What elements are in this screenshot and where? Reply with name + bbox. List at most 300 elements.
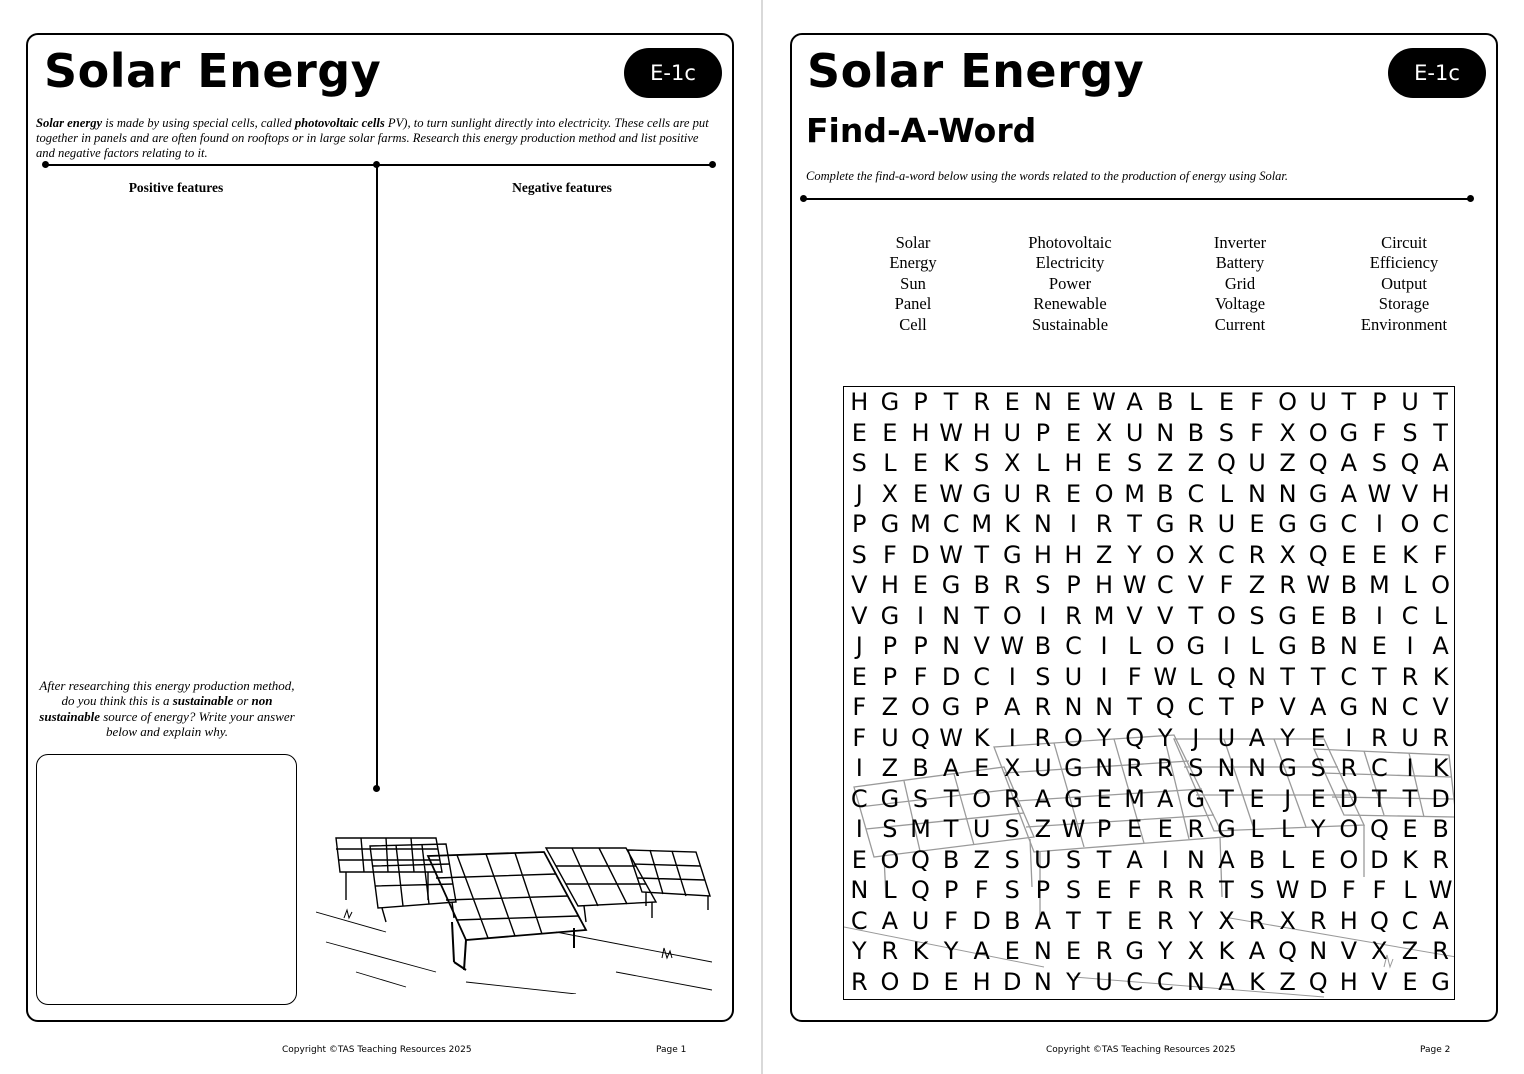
grid-letter[interactable]: O	[1431, 571, 1451, 600]
grid-letter[interactable]: N	[1278, 479, 1297, 508]
grid-letter[interactable]: F	[1372, 876, 1387, 905]
grid-letter[interactable]: G	[1217, 815, 1236, 844]
grid-letter[interactable]: S	[1402, 418, 1418, 447]
grid-letter[interactable]: N	[1033, 967, 1052, 996]
grid-letter[interactable]: G	[972, 479, 991, 508]
grid-letter[interactable]: R	[850, 967, 868, 996]
grid-letter[interactable]: E	[1249, 510, 1265, 539]
grid-letter[interactable]: X	[881, 479, 899, 508]
grid-letter[interactable]: G	[941, 693, 961, 722]
grid-letter[interactable]: I	[855, 815, 863, 844]
grid-letter[interactable]: I	[1222, 632, 1230, 661]
grid-letter[interactable]: S	[1310, 754, 1326, 783]
grid-letter[interactable]: V	[1187, 571, 1205, 600]
grid-letter[interactable]: V	[1432, 693, 1449, 722]
grid-letter[interactable]: R	[1126, 754, 1143, 783]
grid-letter[interactable]: G	[1278, 601, 1297, 630]
grid-letter[interactable]: Q	[1400, 449, 1420, 478]
grid-letter[interactable]: Q	[1308, 449, 1328, 478]
grid-letter[interactable]: G	[1339, 418, 1359, 447]
grid-letter[interactable]: R	[1279, 571, 1296, 600]
grid-letter[interactable]: L	[1189, 388, 1203, 417]
grid-letter[interactable]: E	[1310, 784, 1326, 813]
grid-letter[interactable]: G	[941, 571, 961, 600]
grid-letter[interactable]: Y	[1280, 723, 1295, 752]
grid-letter[interactable]: E	[1341, 540, 1357, 569]
grid-letter[interactable]: G	[1308, 479, 1328, 508]
grid-letter[interactable]: I	[1375, 601, 1383, 630]
grid-letter[interactable]: Z	[1401, 937, 1419, 966]
grid-letter[interactable]: Q	[1125, 723, 1145, 752]
grid-letter[interactable]: W	[1367, 479, 1392, 508]
grid-letter[interactable]: F	[882, 540, 897, 569]
grid-letter[interactable]: N	[1156, 418, 1175, 447]
grid-letter[interactable]: I	[1345, 723, 1353, 752]
grid-letter[interactable]: R	[1371, 723, 1388, 752]
grid-letter[interactable]: V	[1371, 967, 1388, 996]
grid-letter[interactable]: Z	[1095, 540, 1113, 569]
grid-letter[interactable]: C	[1065, 632, 1082, 661]
grid-letter[interactable]: T	[1219, 693, 1234, 722]
grid-letter[interactable]: U	[881, 723, 899, 752]
grid-letter[interactable]: Y	[1188, 906, 1204, 935]
grid-letter[interactable]: H	[1339, 906, 1358, 935]
grid-letter[interactable]: N	[1248, 662, 1266, 691]
grid-letter[interactable]: A	[1432, 632, 1449, 661]
grid-letter[interactable]: Q	[1308, 540, 1328, 569]
grid-letter[interactable]: E	[1065, 418, 1082, 447]
grid-letter[interactable]: Z	[1157, 449, 1174, 478]
grid-letter[interactable]: M	[1124, 479, 1145, 508]
grid-letter[interactable]: O	[1308, 418, 1328, 447]
grid-letter[interactable]: L	[883, 876, 897, 905]
grid-letter[interactable]: L	[1189, 662, 1203, 691]
grid-letter[interactable]: W	[939, 418, 963, 447]
grid-letter[interactable]: P	[913, 632, 928, 661]
grid-letter[interactable]: H	[1431, 479, 1450, 508]
grid-letter[interactable]: I	[1069, 510, 1077, 539]
grid-letter[interactable]: A	[1340, 449, 1357, 478]
grid-letter[interactable]: N	[1033, 388, 1052, 417]
grid-letter[interactable]: C	[973, 662, 991, 691]
grid-letter[interactable]: V	[1279, 693, 1296, 722]
grid-letter[interactable]: M	[910, 510, 931, 539]
grid-letter[interactable]: V	[1340, 937, 1357, 966]
grid-letter[interactable]: G	[880, 601, 900, 630]
grid-letter[interactable]: C	[1371, 754, 1388, 783]
grid-letter[interactable]: E	[1127, 815, 1143, 844]
grid-letter[interactable]: C	[1187, 693, 1205, 722]
grid-letter[interactable]: A	[1432, 906, 1449, 935]
grid-letter[interactable]: F	[1341, 876, 1356, 905]
grid-letter[interactable]: R	[1248, 540, 1266, 569]
grid-letter[interactable]: S	[1249, 601, 1265, 630]
grid-letter[interactable]: T	[1096, 845, 1112, 874]
grid-letter[interactable]: R	[1034, 479, 1052, 508]
grid-letter[interactable]: R	[1065, 601, 1082, 630]
grid-letter[interactable]: S	[1127, 449, 1143, 478]
grid-letter[interactable]: T	[1066, 906, 1081, 935]
grid-letter[interactable]: W	[1000, 632, 1025, 661]
grid-letter[interactable]: N	[1033, 937, 1052, 966]
grid-letter[interactable]: K	[943, 449, 959, 478]
grid-letter[interactable]: S	[1004, 876, 1020, 905]
grid-letter[interactable]: L	[1250, 815, 1264, 844]
grid-letter[interactable]: Q	[911, 876, 930, 905]
grid-letter[interactable]: I	[1100, 632, 1108, 661]
grid-letter[interactable]: C	[1432, 510, 1449, 539]
grid-letter[interactable]: Q	[1155, 693, 1175, 722]
grid-letter[interactable]: R	[1187, 815, 1205, 844]
grid-letter[interactable]: C	[942, 510, 960, 539]
grid-letter[interactable]: G	[880, 510, 900, 539]
grid-letter[interactable]: I	[1406, 754, 1414, 783]
grid-letter[interactable]: T	[1372, 784, 1387, 813]
grid-letter[interactable]: E	[1004, 388, 1020, 417]
answer-box[interactable]	[36, 754, 297, 1005]
grid-letter[interactable]: T	[1310, 662, 1326, 691]
grid-letter[interactable]: P	[1035, 876, 1051, 905]
grid-letter[interactable]: E	[912, 571, 929, 600]
grid-letter[interactable]: H	[1064, 540, 1083, 569]
grid-letter[interactable]: H	[972, 967, 991, 996]
grid-letter[interactable]: B	[1034, 632, 1052, 661]
grid-letter[interactable]: W	[1122, 571, 1147, 600]
grid-letter[interactable]: T	[1433, 418, 1448, 447]
grid-letter[interactable]: T	[1433, 388, 1448, 417]
grid-letter[interactable]: R	[1156, 754, 1174, 783]
grid-letter[interactable]: S	[1004, 845, 1020, 874]
grid-letter[interactable]: G	[880, 784, 900, 813]
grid-letter[interactable]: N	[942, 601, 961, 630]
grid-letter[interactable]: E	[1004, 937, 1020, 966]
grid-letter[interactable]: E	[1127, 906, 1143, 935]
grid-letter[interactable]: G	[1431, 967, 1450, 996]
grid-letter[interactable]: R	[881, 937, 899, 966]
grid-letter[interactable]: V	[851, 571, 868, 600]
grid-letter[interactable]: G	[1308, 510, 1328, 539]
grid-letter[interactable]: O	[880, 967, 900, 996]
grid-letter[interactable]: P	[1066, 571, 1081, 600]
grid-letter[interactable]: I	[916, 601, 925, 630]
grid-letter[interactable]: U	[1248, 449, 1266, 478]
grid-letter[interactable]: A	[1432, 449, 1449, 478]
grid-letter[interactable]: E	[1096, 449, 1112, 478]
grid-letter[interactable]: A	[942, 754, 960, 783]
grid-letter[interactable]: S	[1188, 754, 1204, 783]
grid-letter[interactable]: Y	[851, 937, 867, 966]
grid-letter[interactable]: U	[1095, 967, 1113, 996]
grid-letter[interactable]: U	[1125, 418, 1144, 447]
grid-letter[interactable]: E	[912, 479, 929, 508]
grid-letter[interactable]: X	[1218, 906, 1235, 935]
grid-letter[interactable]: J	[1192, 723, 1200, 752]
grid-letter[interactable]: T	[1341, 388, 1357, 417]
grid-letter[interactable]: N	[1186, 967, 1205, 996]
grid-letter[interactable]: U	[911, 906, 930, 935]
grid-letter[interactable]: E	[1096, 876, 1112, 905]
grid-letter[interactable]: X	[1279, 418, 1296, 447]
grid-letter[interactable]: H	[1339, 967, 1358, 996]
grid-letter[interactable]: D	[911, 540, 930, 569]
grid-letter[interactable]: Y	[1127, 540, 1142, 569]
grid-letter[interactable]: E	[1402, 815, 1418, 844]
grid-letter[interactable]: F	[1127, 662, 1142, 691]
grid-letter[interactable]: A	[1218, 845, 1235, 874]
grid-letter[interactable]: L	[1250, 632, 1264, 661]
grid-letter[interactable]: J	[1284, 784, 1292, 813]
grid-letter[interactable]: C	[850, 906, 868, 935]
grid-letter[interactable]: R	[1401, 662, 1419, 691]
grid-letter[interactable]: Z	[1279, 449, 1296, 478]
grid-letter[interactable]: T	[974, 540, 989, 569]
grid-letter[interactable]: S	[851, 449, 867, 478]
grid-letter[interactable]: F	[1433, 540, 1448, 569]
grid-letter[interactable]: Z	[881, 754, 899, 783]
grid-letter[interactable]: Z	[1248, 571, 1266, 600]
grid-letter[interactable]: X	[1371, 937, 1388, 966]
grid-letter[interactable]: Z	[881, 693, 899, 722]
grid-letter[interactable]: E	[943, 967, 959, 996]
grid-letter[interactable]: K	[1249, 967, 1265, 996]
grid-letter[interactable]: H	[850, 388, 869, 417]
grid-letter[interactable]: F	[852, 723, 867, 752]
grid-letter[interactable]: L	[883, 449, 897, 478]
grid-letter[interactable]: U	[1034, 754, 1052, 783]
grid-letter[interactable]: A	[1157, 784, 1174, 813]
grid-letter[interactable]: C	[1156, 967, 1174, 996]
grid-letter[interactable]: B	[1340, 571, 1358, 600]
grid-letter[interactable]: K	[1402, 540, 1418, 569]
grid-letter[interactable]: U	[1401, 388, 1419, 417]
grid-letter[interactable]: P	[913, 388, 928, 417]
grid-letter[interactable]: A	[881, 906, 899, 935]
grid-letter[interactable]: B	[1157, 388, 1174, 417]
grid-letter[interactable]: H	[1095, 571, 1114, 600]
grid-letter[interactable]: Y	[1157, 937, 1173, 966]
grid-letter[interactable]: R	[1187, 876, 1205, 905]
grid-letter[interactable]: V	[1157, 601, 1174, 630]
grid-letter[interactable]: C	[1340, 510, 1358, 539]
grid-letter[interactable]: S	[1371, 449, 1387, 478]
grid-letter[interactable]: T	[943, 784, 959, 813]
grid-letter[interactable]: M	[1124, 784, 1145, 813]
grid-letter[interactable]: W	[1428, 876, 1453, 905]
grid-letter[interactable]: G	[1186, 632, 1206, 661]
grid-letter[interactable]: N	[1248, 754, 1266, 783]
grid-letter[interactable]: L	[1280, 815, 1295, 844]
grid-letter[interactable]: N	[1064, 693, 1083, 722]
grid-letter[interactable]: B	[912, 754, 929, 783]
grid-letter[interactable]: A	[1126, 845, 1143, 874]
grid-letter[interactable]: E	[851, 662, 867, 691]
grid-letter[interactable]: E	[1065, 388, 1082, 417]
grid-letter[interactable]: S	[1004, 815, 1020, 844]
grid-letter[interactable]: W	[939, 723, 963, 752]
grid-letter[interactable]: N	[1248, 479, 1266, 508]
grid-letter[interactable]: X	[1279, 906, 1296, 935]
grid-letter[interactable]: O	[1002, 601, 1022, 630]
grid-letter[interactable]: T	[943, 388, 959, 417]
grid-letter[interactable]: G	[1064, 784, 1083, 813]
grid-letter[interactable]: K	[1432, 662, 1449, 691]
grid-letter[interactable]: P	[1249, 693, 1265, 722]
grid-letter[interactable]: G	[1002, 540, 1022, 569]
grid-letter[interactable]: Q	[1216, 449, 1236, 478]
grid-letter[interactable]: W	[1153, 662, 1178, 691]
grid-letter[interactable]: X	[1279, 540, 1296, 569]
grid-letter[interactable]: S	[851, 540, 867, 569]
grid-letter[interactable]: K	[912, 937, 929, 966]
grid-letter[interactable]: R	[1156, 906, 1174, 935]
grid-letter[interactable]: P	[1035, 418, 1051, 447]
grid-letter[interactable]: L	[1433, 601, 1448, 630]
grid-letter[interactable]: M	[971, 510, 993, 539]
grid-letter[interactable]: O	[880, 845, 900, 874]
grid-letter[interactable]: R	[973, 388, 991, 417]
grid-letter[interactable]: U	[1217, 723, 1236, 752]
grid-letter[interactable]: K	[1218, 937, 1235, 966]
grid-letter[interactable]: G	[1186, 784, 1206, 813]
grid-letter[interactable]: F	[1219, 571, 1234, 600]
grid-letter[interactable]: Q	[1369, 815, 1389, 844]
grid-letter[interactable]: G	[1155, 510, 1175, 539]
grid-letter[interactable]: Q	[1216, 662, 1236, 691]
grid-letter[interactable]: E	[851, 418, 867, 447]
grid-letter[interactable]: S	[1065, 845, 1082, 874]
grid-letter[interactable]: I	[1100, 662, 1108, 691]
grid-letter[interactable]: W	[1306, 571, 1331, 600]
grid-letter[interactable]: I	[1008, 662, 1016, 691]
grid-letter[interactable]: R	[1003, 571, 1021, 600]
grid-letter[interactable]: G	[1278, 754, 1297, 783]
grid-letter[interactable]: X	[1187, 937, 1205, 966]
grid-letter[interactable]: E	[1371, 632, 1387, 661]
grid-letter[interactable]: Q	[1308, 967, 1328, 996]
grid-letter[interactable]: F	[1127, 876, 1142, 905]
grid-letter[interactable]: O	[1278, 388, 1298, 417]
grid-letter[interactable]: U	[1401, 723, 1419, 752]
grid-letter[interactable]: L	[1403, 571, 1417, 600]
grid-letter[interactable]: O	[1155, 632, 1175, 661]
grid-letter[interactable]: E	[1157, 815, 1173, 844]
grid-letter[interactable]: V	[973, 632, 990, 661]
grid-letter[interactable]: R	[1309, 906, 1327, 935]
grid-letter[interactable]: D	[941, 662, 961, 691]
grid-letter[interactable]: D	[911, 967, 930, 996]
grid-letter[interactable]: H	[1033, 540, 1052, 569]
grid-letter[interactable]: E	[912, 449, 929, 478]
grid-letter[interactable]: X	[1004, 449, 1021, 478]
grid-letter[interactable]: S	[974, 449, 990, 478]
grid-letter[interactable]: L	[1219, 479, 1234, 508]
grid-letter[interactable]: P	[882, 662, 898, 691]
grid-letter[interactable]: X	[1187, 540, 1205, 569]
grid-letter[interactable]: N	[1095, 754, 1114, 783]
grid-letter[interactable]: Z	[1034, 815, 1052, 844]
grid-letter[interactable]: E	[1310, 845, 1326, 874]
grid-letter[interactable]: M	[910, 815, 931, 844]
grid-letter[interactable]: D	[1339, 784, 1359, 813]
grid-letter[interactable]: S	[1035, 662, 1051, 691]
grid-letter[interactable]: F	[1250, 388, 1264, 417]
grid-letter[interactable]: C	[850, 784, 868, 813]
grid-letter[interactable]: A	[1248, 723, 1266, 752]
grid-letter[interactable]: S	[1065, 876, 1082, 905]
grid-letter[interactable]: X	[1004, 754, 1021, 783]
grid-letter[interactable]: F	[944, 906, 958, 935]
grid-letter[interactable]: P	[1372, 388, 1387, 417]
grid-letter[interactable]: U	[1034, 845, 1052, 874]
grid-letter[interactable]: K	[973, 723, 990, 752]
grid-letter[interactable]: P	[943, 876, 959, 905]
grid-letter[interactable]: B	[1157, 479, 1174, 508]
grid-letter[interactable]: T	[1096, 906, 1112, 935]
grid-letter[interactable]: S	[912, 784, 929, 813]
grid-letter[interactable]: T	[1280, 662, 1295, 691]
grid-letter[interactable]: S	[882, 815, 898, 844]
grid-letter[interactable]: R	[1034, 723, 1052, 752]
grid-letter[interactable]: U	[1064, 662, 1083, 691]
grid-letter[interactable]: C	[1187, 479, 1205, 508]
grid-letter[interactable]: O	[1400, 510, 1420, 539]
grid-letter[interactable]: G	[1125, 937, 1144, 966]
grid-letter[interactable]: H	[1064, 449, 1083, 478]
grid-letter[interactable]: P	[882, 632, 898, 661]
grid-letter[interactable]: B	[1004, 906, 1021, 935]
grid-letter[interactable]: E	[1065, 479, 1082, 508]
grid-letter[interactable]: A	[1126, 388, 1143, 417]
grid-letter[interactable]: A	[1218, 967, 1235, 996]
grid-letter[interactable]: B	[1340, 601, 1358, 630]
grid-letter[interactable]: F	[1372, 418, 1387, 447]
grid-letter[interactable]: M	[1093, 601, 1115, 630]
grid-letter[interactable]: N	[1217, 754, 1236, 783]
grid-letter[interactable]: B	[1248, 845, 1266, 874]
grid-letter[interactable]: A	[973, 937, 990, 966]
grid-letter[interactable]: C	[1401, 601, 1419, 630]
grid-letter[interactable]: S	[1249, 876, 1265, 905]
grid-letter[interactable]: C	[1156, 571, 1174, 600]
grid-letter[interactable]: E	[1310, 601, 1326, 630]
grid-letter[interactable]: O	[1155, 540, 1175, 569]
grid-letter[interactable]: E	[974, 754, 990, 783]
grid-letter[interactable]: W	[939, 540, 963, 569]
grid-letter[interactable]: R	[1156, 876, 1174, 905]
grid-letter[interactable]: J	[855, 632, 863, 661]
grid-letter[interactable]: Q	[1278, 937, 1298, 966]
grid-letter[interactable]: T	[1372, 662, 1387, 691]
grid-letter[interactable]: P	[1096, 815, 1112, 844]
grid-letter[interactable]: A	[1309, 693, 1327, 722]
grid-letter[interactable]: B	[1309, 632, 1327, 661]
grid-letter[interactable]: L	[1280, 845, 1295, 874]
grid-letter[interactable]: M	[1369, 571, 1390, 600]
grid-letter[interactable]: O	[1094, 479, 1114, 508]
grid-letter[interactable]: C	[1126, 967, 1144, 996]
grid-letter[interactable]: R	[1248, 906, 1266, 935]
grid-letter[interactable]: H	[972, 418, 991, 447]
grid-letter[interactable]: Z	[973, 845, 990, 874]
grid-letter[interactable]: T	[1188, 601, 1204, 630]
grid-letter[interactable]: L	[1127, 632, 1142, 661]
grid-letter[interactable]: T	[1219, 876, 1234, 905]
grid-letter[interactable]: H	[911, 418, 930, 447]
grid-letter[interactable]: N	[1033, 510, 1052, 539]
grid-letter[interactable]: C	[1218, 540, 1235, 569]
grid-letter[interactable]: O	[1339, 845, 1359, 874]
grid-letter[interactable]: Y	[1310, 815, 1326, 844]
